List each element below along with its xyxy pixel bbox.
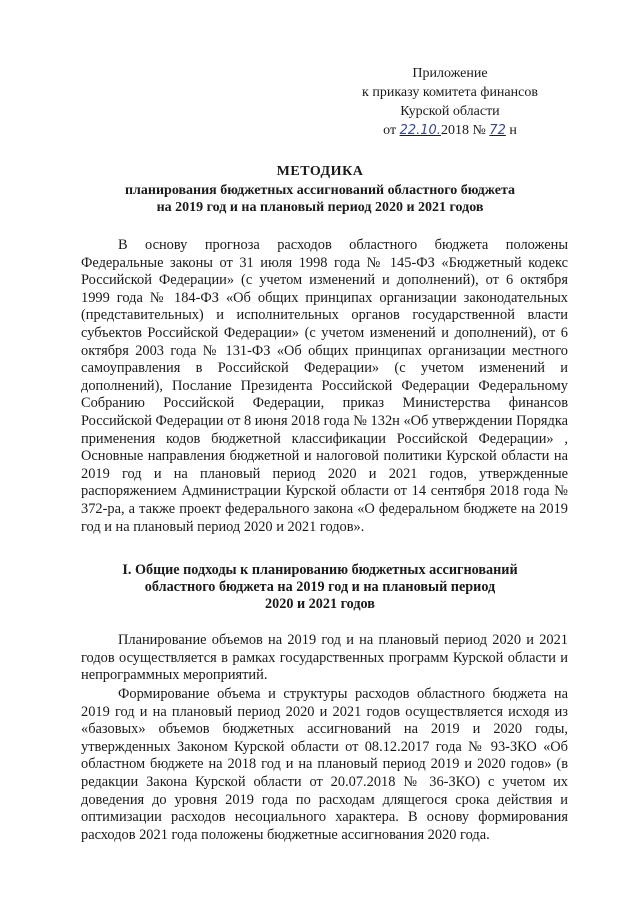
date-prefix: от (383, 123, 400, 138)
order-date-line (330, 121, 570, 140)
title-subtitle-line1: планирования бюджетных ассигнований областного бюджета (124, 183, 515, 198)
section-1-heading-line2: областного бюджета на 2019 год и на плановый период (144, 579, 496, 595)
title-main: МЕТОДИКА (276, 164, 364, 179)
region-name: Курской области (400, 104, 500, 119)
title-subtitle-line2: на 2019 год и на плановый период 2020 и 2021 годов (156, 200, 484, 215)
handwritten-date: 22.10. (399, 123, 441, 138)
intro-paragraph: В основу прогноза расходов областного бюджета положены Федеральные законы от 31 июля 1998 года № 145-ФЗ «Бюджетный кодекс Российской Федерации» (с учетом изменений и дополнений), от 6 октября 1999 года № 184-ФЗ «Об общих принципах организации законодательных (представительных) и исполнительных органов государственной власти субъектов Российской Федерации» (с учетом изменений и дополнений), от 6 октября 2003 года № 131-ФЗ «Об общих принципах организации местного самоуправления в Российской Федерации» (с учетом изменений и дополнений), Послание Президента Российской Федерации Федеральному Собранию Российской Федерации, приказ Министерства финансов Российской Федерации от 8 июня 2018 года № 132н «Об утверждении Порядка применения кодов бюджетной классификации Российской Федерации» , Основные направления бюджетной и налоговой политики Курской области на 2019 год и на плановый период 2020 и 2021 годов, утвержденные распоряжением Администрации Курской области от 14 сентября 2018 года № 372-ра, а также проект федерального закона «О федеральном бюджете на 2019 год и на плановый период 2020 и 2021 годов». (81, 237, 568, 535)
number-suffix: н (505, 123, 517, 138)
appendix-header (330, 64, 570, 140)
document-title (40, 163, 600, 216)
date-year: 2018 № (440, 123, 490, 138)
section-1-heading-line1: I. Общие подходы к планированию бюджетных ассигнований (122, 562, 518, 578)
appendix-label: Приложение (412, 66, 488, 81)
handwritten-order-number: 72 (489, 123, 506, 138)
order-reference: к приказу комитета финансов (362, 85, 538, 100)
section-1-heading (60, 562, 580, 613)
formation-paragraph: Формирование объема и структуры расходов областного бюджета на 2019 год и на плановый период 2020 и 2021 годов осуществляется исходя из «базовых» объемов бюджетных ассигнований на 2019 и 2020 годы, утвержденных Законом Курской области от 08.12.2017 года № 93-ЗКО «Об областном бюджете на 2018 год и на плановый период 2019 и 2020 годов» (в редакции Закона Курской области от 20.07.2018 № 36-ЗКО) с учетом их доведения до уровня 2019 года по расходам длящегося срока действия и оптимизации расходов несоциального характера. В основу формирования расходов 2021 года положены бюджетные ассигнования 2020 года. (81, 686, 568, 843)
section-1-heading-line3: 2020 и 2021 годов (265, 596, 375, 612)
planning-paragraph: Планирование объемов на 2019 год и на плановый период 2020 и 2021 годов осуществляется в рамках государственных программ Курской области и непрограммных мероприятий. (81, 632, 568, 684)
